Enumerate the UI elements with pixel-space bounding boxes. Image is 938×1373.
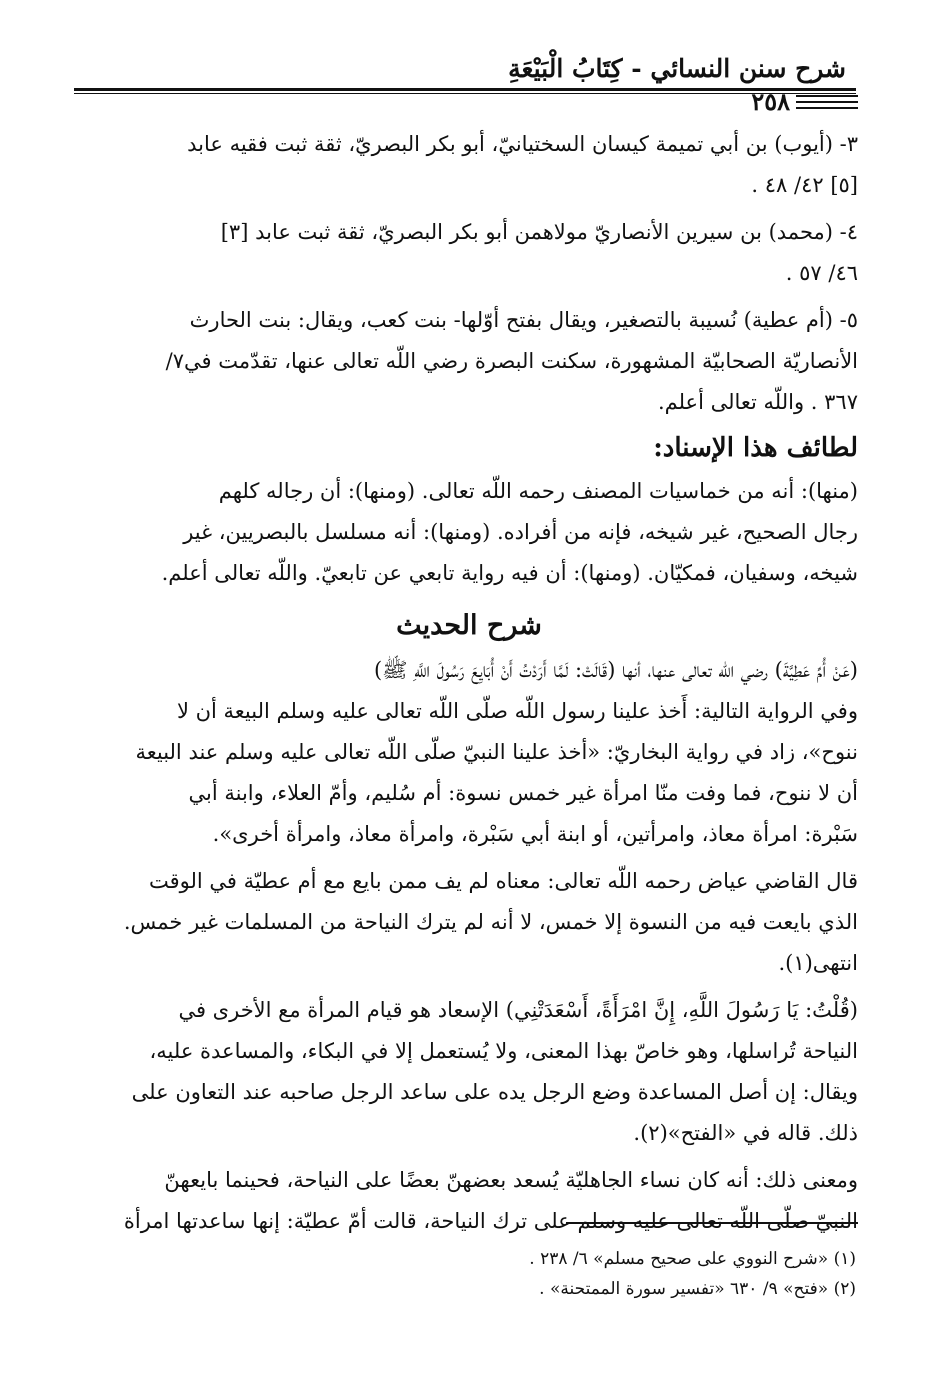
text-line: ومعنى ذلك: أنه كان نساء الجاهليّة يُسعد بعضهنّ بعضًا على النياحة، فحينما بايعهنّ <box>164 1168 858 1192</box>
text-line: سَبْرة: امرأة معاذ، وامرأتين، أو ابنة أبي سَبْرة، وامرأة معاذ، وامرأة أخرى». <box>212 822 858 846</box>
text-line: قال القاضي عياض رحمه اللّه تعالى: معناه لم يف ممن بايع مع أم عطيّة في الوقت <box>149 869 858 893</box>
page-number-ornament <box>796 107 858 109</box>
text-line: الذي بايعت فيه من النسوة إلا خمس، لا أنه لم يترك النياحة من المسلمات غير خمس. <box>123 910 858 934</box>
text-line: ٣٦٧ . واللّه تعالى أعلم. <box>657 390 858 414</box>
text-line: أن لا ننوح، فما وفت منّا امرأة غير خمس نسوة: أم سُليم، وأمّ العلاء، وابنة أبي <box>188 781 858 805</box>
text-line: ٤٦/ ٥٧ . <box>785 261 858 285</box>
text-line: الأنصاريّة الصحابيّة المشهورة، سكنت البصرة رضي اللّه تعالى عنها، تقدّمت في٧/ <box>165 349 858 373</box>
footnote: (١) «شرح النووي على صحيح مسلم» ٦/ ٢٣٨ . <box>529 1249 856 1269</box>
text-line: (منها): أنه من خماسيات المصنف رحمه اللّه تعالى. (ومنها): أن رجاله كلهم <box>218 479 858 503</box>
text-line: شيخه، وسفيان، فمكيّان. (ومنها): أن فيه رواية تابعي عن تابعيّ. واللّه تعالى أعلم. <box>161 561 858 585</box>
text-line: ذلك. قاله في «الفتح»(٢). <box>633 1121 858 1145</box>
text-line: رجال الصحيح، غير شيخه، فإنه من أفراده. (ومنها): أنه مسلسل بالبصريين، غير <box>183 520 858 544</box>
page-number-ornament <box>796 95 858 97</box>
footnote: (٢) «فتح» ٩/ ٦٣٠ «تفسير سورة الممتحنة» . <box>539 1279 856 1299</box>
footnote-separator <box>566 1222 858 1224</box>
text-line: النياحة تُراسلها، وهو خاصّ بهذا المعنى، ولا يُستعمل إلا في البكاء، والمساعدة عليه، <box>149 1039 858 1063</box>
text-line: (قُلْتُ: يَا رَسُولَ اللَّهِ، إِنَّ امْرَأَةً، أَسْعَدَتْنِي) الإسعاد هو قيام المرأة مع الأخرى في <box>178 998 858 1022</box>
text-line: ننوح»، زاد في رواية البخاريّ: «أخذ علينا النبيّ صلّى اللّه تعالى عليه وسلم عند البيعة <box>135 740 858 764</box>
main-text <box>80 124 858 1242</box>
text-line: [٥] ٤٢/ ٤٨ . <box>751 173 858 197</box>
text-line: ٤- (محمد) بن سيرين الأنصاريّ مولاهمن أبو بكر البصريّ، ثقة ثبت عابد [٣] <box>220 220 858 244</box>
text-line: ويقال: إن أصل المساعدة وضع الرجل يده على ساعد الرجل صاحبه عند التعاون على <box>131 1080 858 1104</box>
section-heading-centered: شرح الحديث <box>396 610 542 641</box>
page-number: ٢٥٨ <box>751 87 790 116</box>
text-line: ٥- (أم عطية) نُسيبة بالتصغير، ويقال بفتح أوّلها- بنت كعب، ويقال: بنت الحارث <box>189 308 858 332</box>
section-heading: لطائف هذا الإسناد: <box>653 433 858 463</box>
text-line: وفي الرواية التالية: أَخذ علينا رسول اللّه صلّى اللّه تعالى عليه وسلم البيعة أن لا <box>176 699 858 723</box>
text-line: انتهى(١). <box>778 951 858 975</box>
text-line: ٣- (أيوب) بن أبي تميمة كيسان السختيانيّ، أبو بكر البصريّ، ثقة ثبت فقيه عابد <box>187 132 858 156</box>
text-line: (عَنْ أُمِّ عَطِيَّةَ) رضي اللّه تعالى عنها، أنها (قَالَتْ: لَمَّا أَرَدْتُ أَنْ أُبَايِعَ رَسُولَ اللَّهِ ﷺ) <box>373 658 858 682</box>
text-line: النبيّ صلّى اللّه تعالى عليه وسلم على ترك النياحة، قالت أمّ عطيّة: إنها ساعدتها امرأة <box>123 1209 858 1233</box>
running-header-title: شرح سنن النسائي - كِتَابُ الْبَيْعَةِ <box>508 54 846 83</box>
page-number-ornament <box>796 101 858 103</box>
